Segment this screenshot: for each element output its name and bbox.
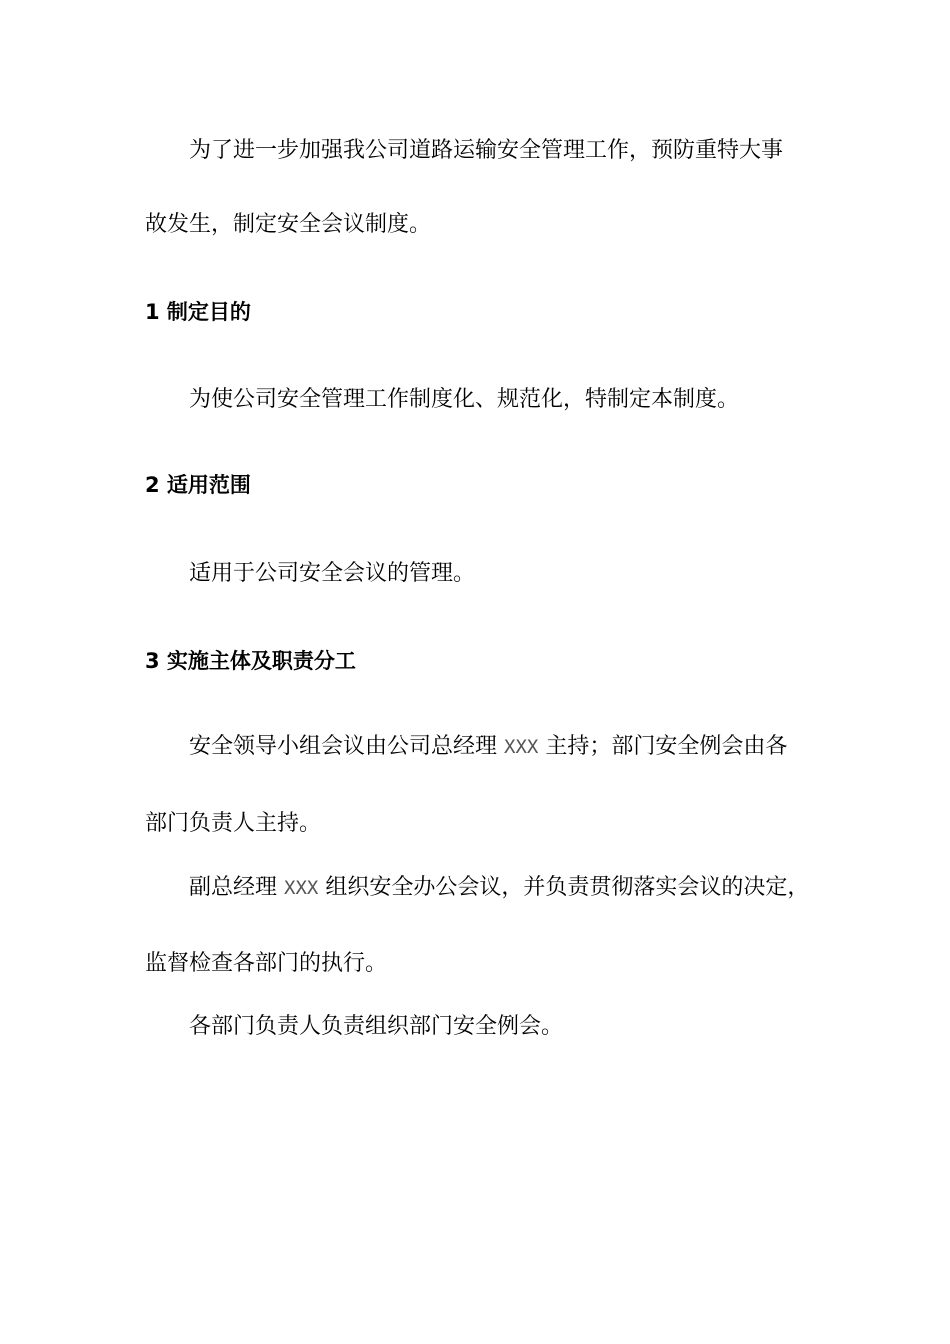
paragraph-text: 主持；部门安全例会由各 <box>538 734 788 759</box>
section-3-paragraph-1-line-2: 部门负责人主持。 <box>145 811 322 836</box>
placeholder-name: XXX <box>504 736 539 758</box>
paragraph-text: 安全领导小组会议由公司总经理 <box>189 734 504 759</box>
section-1-paragraph: 为使公司安全管理工作制度化、规范化，特制定本制度。 <box>189 387 740 412</box>
section-3-paragraph-1-line-1 <box>189 732 787 762</box>
section-3-paragraph-2-line-1 <box>189 873 809 903</box>
section-heading-2: 2 适用范围 <box>145 473 251 497</box>
placeholder-name: XXX <box>284 877 319 899</box>
paragraph-text: 副总经理 <box>189 875 284 900</box>
intro-line-2: 故发生，制定安全会议制度。 <box>145 212 432 237</box>
intro-line-1: 为了进一步加强我公司道路运输安全管理工作，预防重特大事 <box>189 138 784 163</box>
section-3-paragraph-3: 各部门负责人负责组织部门安全例会。 <box>189 1014 564 1039</box>
section-2-paragraph: 适用于公司安全会议的管理。 <box>189 561 476 586</box>
section-3-paragraph-2-line-2: 监督检查各部门的执行。 <box>145 951 388 976</box>
section-heading-1: 1 制定目的 <box>145 300 251 324</box>
section-heading-3: 3 实施主体及职责分工 <box>145 649 356 673</box>
paragraph-text: 组织安全办公会议，并负责贯彻落实会议的决定， <box>318 875 810 900</box>
